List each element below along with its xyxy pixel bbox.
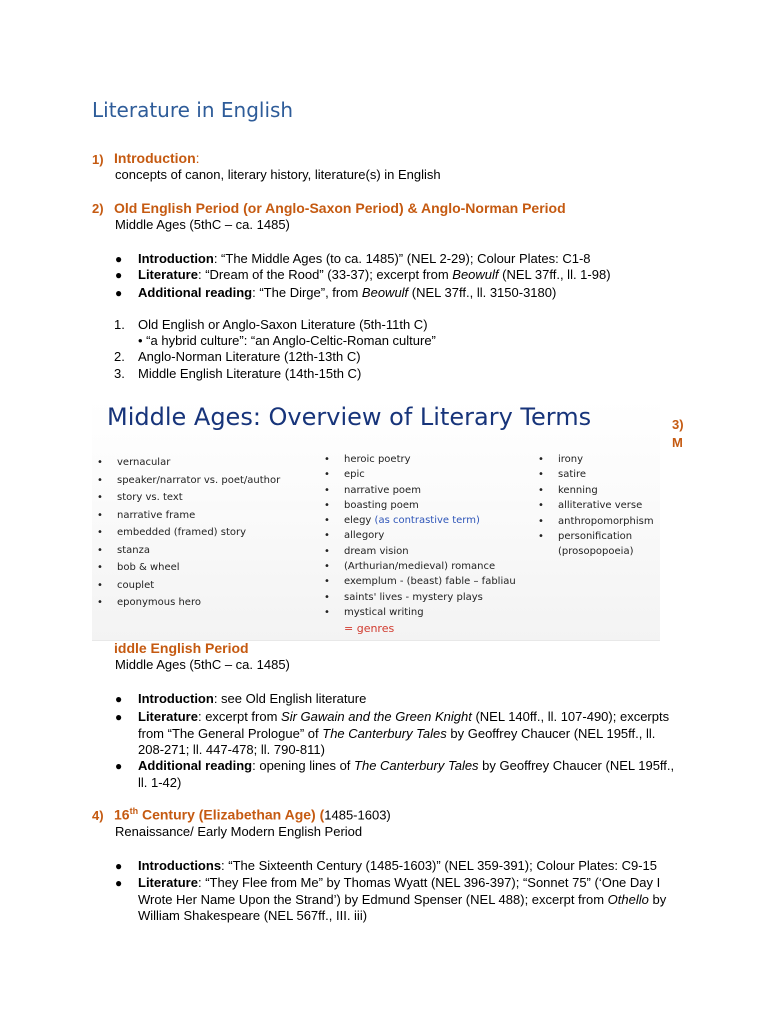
heading-superscript: th — [129, 806, 139, 816]
bullet-label: Introductions — [138, 858, 222, 873]
section-1-colon: : — [195, 150, 200, 166]
term-item: • stanza — [97, 542, 280, 560]
bullet-text: : excerpt from — [197, 709, 282, 724]
bullet-text: by William Shakespeare (NEL 567ff., III. iii) — [138, 891, 667, 923]
term-item: • dream vision — [324, 544, 516, 559]
bullet-italic: Othello — [607, 891, 649, 907]
term-item: • story vs. text — [97, 489, 280, 507]
bullet-text: (NEL 37ff., ll. 1-98) — [498, 267, 611, 282]
heading-part: Century (Elizabethan Age) ( — [138, 806, 325, 823]
bullet-text: by Geoffrey Chaucer (NEL 195ff., ll. 208-271; ll. 447-478; ll. 790-811) — [138, 725, 656, 757]
term-item: • embedded (framed) story — [97, 524, 280, 542]
bullet-label: Literature — [138, 709, 198, 724]
term-item: • narrative frame — [97, 507, 280, 525]
term-item: • irony — [538, 452, 654, 467]
bullet-text: (NEL 37ff., ll. 3150-3180) — [408, 285, 557, 300]
bullet-label: Literature — [138, 267, 198, 282]
item-number: 1. — [114, 317, 125, 332]
section-2-bullet-introduction — [115, 251, 683, 268]
section-3-bullet-literature — [115, 709, 683, 759]
bullet-italic: Beowulf — [452, 267, 499, 282]
bullet-italic: The Canterbury Tales — [354, 758, 479, 773]
bullet-label: Additional reading — [138, 285, 253, 300]
bullet-icon: ● — [115, 759, 123, 773]
section-1-text: concepts of canon, literary history, literature(s) in English — [115, 167, 441, 182]
section-1-number: 1) — [92, 152, 104, 167]
term-item: • saints' lives - mystery plays — [324, 590, 516, 605]
bullet-text: by Geoffrey Chaucer (NEL 195ff., ll. 1-42) — [138, 758, 675, 790]
term-item: • personification — [538, 529, 654, 544]
term-item: • eponymous hero — [97, 594, 280, 612]
term-item: • bob & wheel — [97, 559, 280, 577]
bullet-text: : “The Middle Ages (to ca. 1485)” (NEL 2-29); Colour Plates: C1-8 — [213, 251, 591, 266]
ordered-item-1 — [114, 317, 428, 334]
section-4-number: 4) — [92, 808, 104, 823]
section-2-bullet-literature — [115, 267, 683, 284]
bullet-italic: Beowulf — [361, 285, 409, 300]
bullet-icon: ● — [115, 710, 123, 724]
heading-dates: 1485-1603) — [324, 807, 391, 823]
term-item-continuation: (prosopopoeia) — [558, 546, 634, 558]
section-4-bullet-literature — [115, 875, 683, 925]
bullet-icon: ● — [115, 252, 123, 266]
term-item: • vernacular — [97, 454, 280, 472]
section-2-number: 2) — [92, 201, 104, 216]
section-4-subtitle: Renaissance/ Early Modern English Period — [115, 824, 363, 839]
term-item: • exemplum - (beast) fable – fabliau — [324, 574, 516, 589]
slide-column-2 — [324, 452, 516, 620]
section-2-bullet-additional-reading — [115, 285, 683, 302]
term-item: • heroic poetry — [324, 452, 516, 467]
term-item: • (Arthurian/medieval) romance — [324, 559, 516, 574]
section-3-side-label — [672, 416, 684, 452]
term-item: • couplet — [97, 577, 280, 595]
section-3-bullet-additional-reading — [115, 758, 683, 791]
bullet-text: : “The Dirge”, from — [252, 285, 362, 300]
bullet-icon: ● — [115, 286, 123, 300]
term-item: • mystical writing — [324, 605, 516, 620]
item-text: Anglo-Norman Literature (12th-13th C) — [138, 349, 361, 364]
bullet-text: (NEL 140ff., ll. 107-490); excerpts from “The General Prologue” of — [138, 709, 670, 741]
section-4-heading — [114, 806, 391, 823]
section-3-heading: iddle English Period — [114, 640, 249, 656]
bullet-text: : “Dream of the Rood” (33-37); excerpt from — [197, 267, 453, 282]
bullet-text: : see Old English literature — [213, 691, 367, 706]
ordered-item-1-sub: • “a hybrid culture”: “an Anglo-Celtic-Roman culture” — [138, 333, 436, 348]
section-1-heading-text: Introduction — [114, 150, 196, 166]
section-2-heading: Old English Period (or Anglo-Saxon Period) & Anglo-Norman Period — [114, 200, 566, 216]
document-title: Literature in English — [92, 98, 294, 122]
item-number: 2. — [114, 349, 125, 364]
section-1-heading — [114, 150, 200, 166]
term-item: • kenning — [538, 483, 654, 498]
section-2-subtitle: Middle Ages (5thC – ca. 1485) — [115, 217, 290, 232]
section-4-bullet-introductions — [115, 858, 683, 875]
section-3-bullet-introduction — [115, 691, 683, 708]
ordered-item-2 — [114, 349, 361, 366]
item-number: 3. — [114, 366, 125, 381]
term-item: • allegory — [324, 528, 516, 543]
term-item: • alliterative verse — [538, 498, 654, 513]
genres-note: = genres — [344, 622, 395, 635]
slide-column-3 — [538, 452, 654, 560]
term-item: • anthropomorphism — [538, 514, 654, 529]
term-item: • narrative poem — [324, 483, 516, 498]
item-text: Old English or Anglo-Saxon Literature (5th-11th C) — [138, 317, 428, 332]
bullet-italic: The Canterbury Tales — [322, 725, 447, 741]
term-item: • boasting poem — [324, 498, 516, 513]
term-item: • speaker/narrator vs. poet/author — [97, 472, 280, 490]
term-text: elegy — [344, 515, 372, 527]
term-item — [324, 513, 516, 528]
bullet-italic: Sir Gawain and the Green Knight — [281, 709, 472, 724]
item-text: Middle English Literature (14th-15th C) — [138, 366, 362, 381]
slide-column-1 — [97, 454, 280, 612]
bullet-label: Introduction — [138, 691, 214, 706]
bullet-text: : “They Flee from Me” by Thomas Wyatt (NEL 396-397); “Sonnet 75” (‘One Day I Wrote Her Name Upon the Strand’) by Edmund Spenser (NEL 488); excerpt from — [138, 875, 661, 907]
bullet-icon: ● — [115, 692, 123, 706]
bullet-icon: ● — [115, 859, 123, 873]
bullet-text: : opening lines of — [252, 758, 355, 773]
heading-part: 16 — [114, 806, 130, 823]
section-3-initial: M — [672, 435, 683, 450]
slide-title: Middle Ages: Overview of Literary Terms — [107, 403, 592, 431]
section-3-number: 3) — [672, 417, 684, 432]
bullet-label: Introduction — [138, 251, 214, 266]
term-item: • epic — [324, 467, 516, 482]
bullet-icon: ● — [115, 876, 123, 890]
bullet-text: : “The Sixteenth Century (1485-1603)” (NEL 359-391); Colour Plates: C9-15 — [221, 858, 658, 873]
bullet-icon: ● — [115, 268, 123, 282]
term-note: (as contrastive term) — [374, 515, 480, 527]
term-item: • satire — [538, 467, 654, 482]
bullet-label: Literature — [138, 875, 198, 890]
section-3-subtitle: Middle Ages (5thC – ca. 1485) — [115, 657, 290, 672]
literary-terms-slide — [92, 398, 660, 641]
ordered-item-3 — [114, 366, 362, 383]
bullet-label: Additional reading — [138, 758, 253, 773]
